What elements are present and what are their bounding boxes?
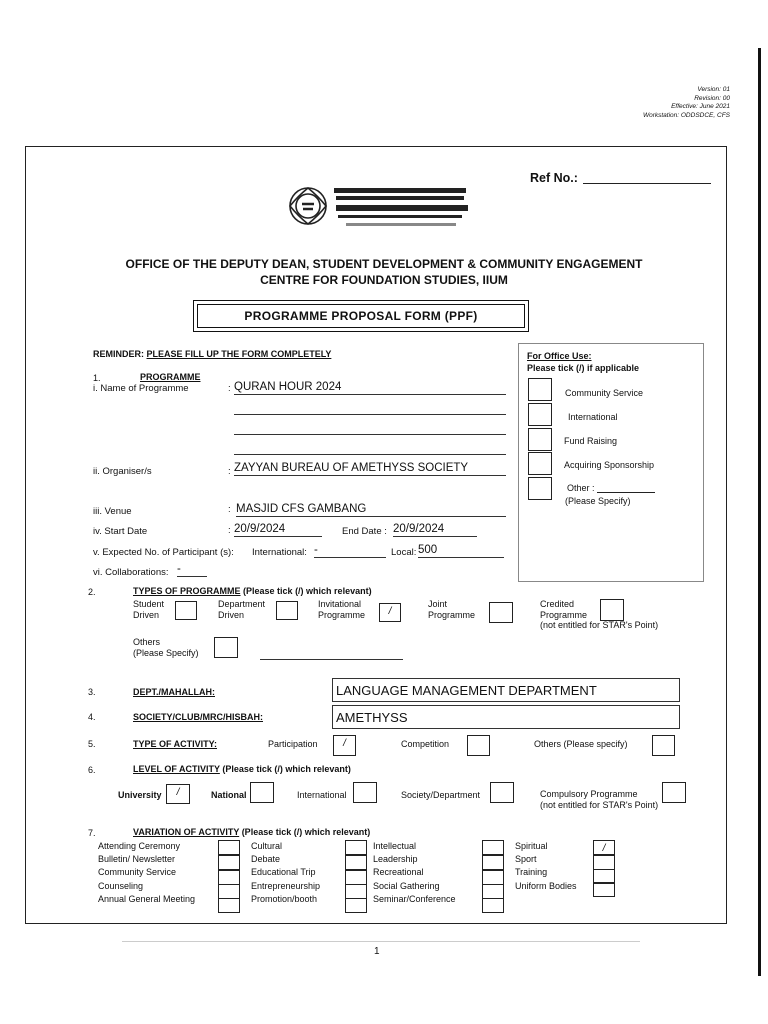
reminder-label: REMINDER: <box>93 349 144 359</box>
venue-label: iii. Venue <box>93 506 132 517</box>
office-other-field[interactable] <box>597 492 655 493</box>
reminder-text: PLEASE FILL UP THE FORM COMPLETELY <box>146 349 332 359</box>
office-checkbox-fund-raising[interactable] <box>528 428 552 451</box>
section2-number: 2. <box>88 587 96 597</box>
type-label-line: Department <box>218 599 266 609</box>
level-national-checkbox[interactable] <box>250 782 274 803</box>
level-society-label: Society/Department <box>401 790 481 800</box>
variation-attending-ceremony-label: Attending Ceremony <box>98 841 181 851</box>
type-department-driven-label <box>218 599 265 620</box>
effective-line: Effective: June 2021 <box>671 103 730 111</box>
type-invitational-label <box>318 599 365 620</box>
variation-leadership-checkbox[interactable] <box>482 855 504 870</box>
type-student-driven-checkbox[interactable] <box>175 601 197 620</box>
type-label-line: Student <box>133 599 165 609</box>
variation-promotion-label: Promotion/booth <box>251 894 318 904</box>
office-option-other: Other : <box>567 483 595 493</box>
end-date-label: End Date : <box>342 526 387 537</box>
type-label-line: Programme <box>540 609 588 620</box>
society-club-field[interactable]: AMETHYSS <box>332 705 680 729</box>
variation-spiritual-label: Spiritual <box>515 841 548 851</box>
international-label: International: <box>252 547 307 558</box>
office-option-sponsorship: Acquiring Sponsorship <box>564 460 655 470</box>
office-use-heading: For Office Use: <box>527 351 592 361</box>
variation-sport-label: Sport <box>515 854 537 864</box>
variation-seminar-label: Seminar/Conference <box>373 894 456 904</box>
section3-number: 3. <box>88 687 96 697</box>
colon: : <box>228 383 231 394</box>
variation-cultural-checkbox[interactable] <box>345 840 367 855</box>
variation-attending-ceremony-checkbox[interactable] <box>218 840 240 855</box>
office-please-specify: (Please Specify) <box>565 496 631 506</box>
start-date-field[interactable]: 20/9/2024 <box>234 523 322 537</box>
type-label-line: Others <box>133 637 161 647</box>
variation-counseling-label: Counseling <box>98 881 144 891</box>
office-checkbox-sponsorship[interactable] <box>528 452 552 475</box>
type-label-line: Credited <box>540 599 575 609</box>
form-title-box <box>193 300 529 332</box>
section7-number: 7. <box>88 828 96 838</box>
variation-agm-checkbox[interactable] <box>218 898 240 913</box>
type-label-line: (Please Specify) <box>133 647 199 658</box>
level-society-checkbox[interactable] <box>490 782 514 803</box>
type-department-driven-checkbox[interactable] <box>276 601 298 620</box>
variation-recreational-label: Recreational <box>373 867 424 877</box>
variation-recreational-checkbox[interactable] <box>482 870 504 885</box>
section2-heading-wrap <box>133 586 372 597</box>
colon: : <box>228 466 231 477</box>
variation-intellectual-checkbox[interactable] <box>482 840 504 855</box>
venue-field[interactable]: MASJID CFS GAMBANG <box>236 503 506 517</box>
programme-name-field[interactable]: QURAN HOUR 2024 <box>234 381 506 395</box>
variation-uniform-bodies-checkbox[interactable] <box>593 882 615 897</box>
workstation-line: Workstation: ODDSDCE, CFS <box>642 111 730 119</box>
variation-spiritual-checkbox[interactable]: / <box>593 840 615 855</box>
activity-competition-label: Competition <box>401 739 450 749</box>
page-number: 1 <box>374 946 380 957</box>
variation-community-service-checkbox[interactable] <box>218 870 240 885</box>
variation-counseling-checkbox[interactable] <box>218 884 240 899</box>
variation-uniform-bodies-label: Uniform Bodies <box>515 881 577 891</box>
local-field[interactable]: 500 <box>418 544 504 558</box>
reminder <box>93 349 331 360</box>
international-field[interactable]: - <box>314 544 386 558</box>
activity-participation-checkbox[interactable]: / <box>333 735 356 756</box>
office-checkbox-community-service[interactable] <box>528 378 552 401</box>
level-international-checkbox[interactable] <box>353 782 377 803</box>
type-label-line: Driven <box>218 609 245 620</box>
variation-seminar-checkbox[interactable] <box>482 898 504 913</box>
office-option-fund-raising: Fund Raising <box>564 436 618 446</box>
programme-name-line-4[interactable] <box>234 454 506 455</box>
type-student-driven-label <box>133 599 164 620</box>
programme-name-line-2[interactable] <box>234 414 506 415</box>
level-university-checkbox[interactable]: / <box>166 784 190 804</box>
section6-number: 6. <box>88 765 96 775</box>
variation-promotion-checkbox[interactable] <box>345 898 367 913</box>
type-credited-checkbox[interactable] <box>600 599 624 621</box>
logo-graphic <box>286 178 486 234</box>
variation-debate-checkbox[interactable] <box>345 855 367 870</box>
level-national-label: National <box>211 790 247 800</box>
dept-mahallah-field[interactable]: LANGUAGE MANAGEMENT DEPARTMENT <box>332 678 680 702</box>
activity-participation-label: Participation <box>268 739 318 749</box>
section5-number: 5. <box>88 739 96 749</box>
type-label-line: Joint <box>428 599 448 609</box>
variation-agm-label: Annual General Meeting <box>98 894 196 904</box>
variation-leadership-label: Leadership <box>373 854 418 864</box>
variation-educational-trip-label: Educational Trip <box>251 867 316 877</box>
type-label-line: Programme <box>318 609 366 620</box>
section6-heading-wrap <box>133 764 351 775</box>
variation-intellectual-label: Intellectual <box>373 841 417 851</box>
form-title: PROGRAMME PROPOSAL FORM (PPF) <box>197 304 525 328</box>
level-compulsory-label <box>540 789 658 810</box>
office-checkbox-other[interactable] <box>528 477 552 500</box>
section1-number: 1. <box>93 373 101 383</box>
section4-heading: SOCIETY/CLUB/MRC/HISBAH: <box>133 712 263 722</box>
level-compulsory-line: (not entitled for STAR's Point) <box>540 799 659 810</box>
section4-number: 4. <box>88 712 96 722</box>
page-edge-bar <box>758 48 761 976</box>
section3-heading: DEPT./MAHALLAH: <box>133 687 215 697</box>
ref-no-field[interactable] <box>583 183 711 184</box>
local-label: Local: <box>391 547 417 558</box>
colon: : <box>228 525 231 536</box>
variation-educational-trip-checkbox[interactable] <box>345 870 367 885</box>
section2-heading: TYPES OF PROGRAMME <box>133 586 241 596</box>
type-invitational-checkbox[interactable]: / <box>379 603 401 622</box>
variation-bulletin-checkbox[interactable] <box>218 855 240 870</box>
office-option-international: International <box>568 412 618 422</box>
variation-debate-label: Debate <box>251 854 281 864</box>
section5-heading: TYPE OF ACTIVITY: <box>133 739 218 749</box>
version-block <box>643 86 730 120</box>
iium-logo <box>286 178 486 234</box>
version-line: Version: 01 <box>697 86 730 93</box>
variation-cultural-label: Cultural <box>251 841 283 851</box>
office-checkbox-international[interactable] <box>528 403 552 426</box>
collaborations-label: vi. Collaborations: <box>93 567 169 578</box>
type-others-field[interactable] <box>260 659 403 660</box>
activity-others-checkbox[interactable] <box>652 735 675 756</box>
centre-title: CENTRE FOR FOUNDATION STUDIES, IIUM <box>260 273 508 287</box>
ref-no-label: Ref No.: <box>530 171 578 185</box>
level-compulsory-line: Compulsory Programme <box>540 789 638 799</box>
organiser-field[interactable]: ZAYYAN BUREAU OF AMETHYSS SOCIETY <box>234 462 506 476</box>
type-joint-checkbox[interactable] <box>489 602 513 623</box>
type-label-line: Programme <box>428 609 476 620</box>
programme-name-label: i. Name of Programme <box>93 383 189 394</box>
section7-heading-wrap <box>133 827 370 838</box>
activity-others-label: Others (Please specify) <box>534 739 628 749</box>
section2-heading-note: (Please tick (/) which relevant) <box>243 586 372 596</box>
section7-heading: VARIATION OF ACTIVITY <box>133 827 240 837</box>
office-option-community-service: Community Service <box>565 388 644 398</box>
level-international-label: International <box>297 790 347 800</box>
colon: : <box>228 504 231 515</box>
variation-social-gathering-checkbox[interactable] <box>482 884 504 899</box>
section7-heading-note: (Please tick (/) which relevant) <box>241 827 371 837</box>
activity-competition-checkbox[interactable] <box>467 735 490 756</box>
variation-sport-checkbox[interactable] <box>593 855 615 870</box>
variation-entrepreneurship-checkbox[interactable] <box>345 884 367 899</box>
level-university-label: University <box>118 790 162 800</box>
type-joint-label <box>428 599 475 620</box>
type-label-line: (not entitled for STAR's Point) <box>540 620 659 630</box>
end-date-field[interactable]: 20/9/2024 <box>393 523 477 537</box>
organiser-label: ii. Organiser/s <box>93 466 152 477</box>
section6-heading-note: (Please tick (/) which relevant) <box>222 764 351 774</box>
participants-label: v. Expected No. of Participant (s): <box>93 547 234 558</box>
office-use-subheading: Please tick (/) if applicable <box>527 363 640 373</box>
variation-social-gathering-label: Social Gathering <box>373 881 440 891</box>
revision-line: Revision: 00 <box>694 94 730 102</box>
variation-community-service-label: Community Service <box>98 867 177 877</box>
footer-divider <box>122 941 640 942</box>
section6-heading: LEVEL OF ACTIVITY <box>133 764 220 774</box>
variation-training-label: Training <box>515 867 548 877</box>
start-date-label: iv. Start Date <box>93 526 148 537</box>
programme-name-line-3[interactable] <box>234 434 506 435</box>
level-compulsory-checkbox[interactable] <box>662 782 686 803</box>
section1-heading: PROGRAMME <box>140 372 201 382</box>
variation-entrepreneurship-label: Entrepreneurship <box>251 881 321 891</box>
type-label-line: Invitational <box>318 599 362 609</box>
type-others-checkbox[interactable] <box>214 637 238 658</box>
variation-bulletin-label: Bulletin/ Newsletter <box>98 854 176 864</box>
type-label-line: Driven <box>133 609 160 620</box>
collaborations-field[interactable]: - <box>177 563 207 577</box>
type-others-label <box>133 637 199 658</box>
office-title: OFFICE OF THE DEPUTY DEAN, STUDENT DEVELOPMENT & COMMUNITY ENGAGEMENT <box>125 257 643 271</box>
